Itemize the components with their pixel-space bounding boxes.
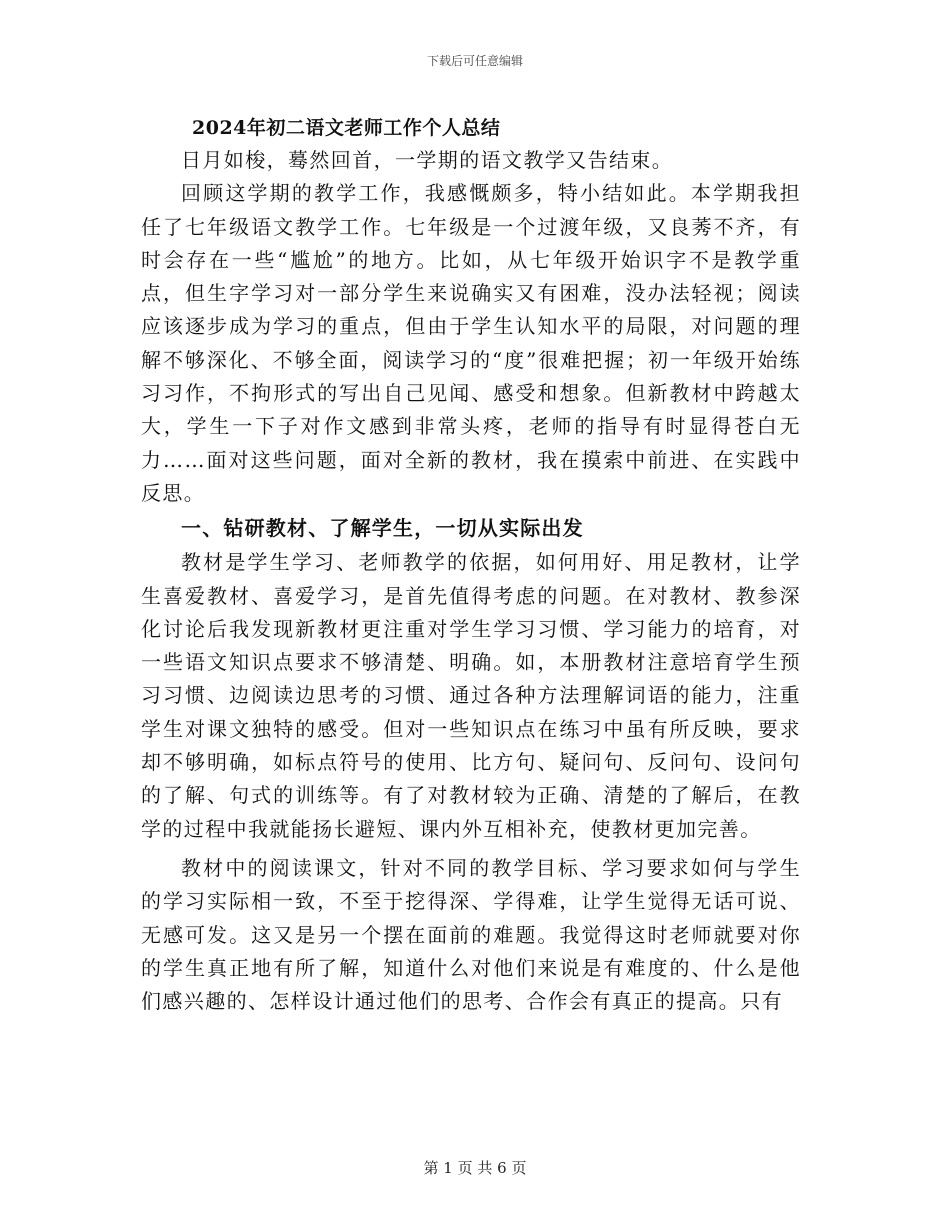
section-1-heading: 一、钻研教材、了解学生，一切从实际出发 <box>181 516 584 541</box>
intro-paragraph-1: 日月如梭，蓦然回首，一学期的语文教学又告结束。 <box>181 148 674 172</box>
section-1-paragraph-2: 教材中的阅读课文，针对不同的教学目标、学习要求如何与学生的学习实际相一致，不至于挖得深、学得难，让学生觉得无话可说、无感可发。这又是另一个摆在面前的难题。我觉得这时老师就要对你的学生真正地有所了解，知道什么对他们来说是有难度的、什么是他们感兴趣的、怎样设计通过他们的思考、合作会有真正的提高。只有 <box>141 855 801 1014</box>
section-1-paragraph-1: 教材是学生学习、老师教学的依据，如何用好、用足教材，让学生喜爱教材、喜爱学习，是首先值得考虑的问题。在对教材、教参深化讨论后我发现新教材更注重对学生学习习惯、学习能力的培育，对一些语文知识点要求不够清楚、明确。如，本册教材注意培育学生预习习惯、边阅读边思考的习惯、通过各种方法理解词语的能力，注重学生对课文独特的感受。但对一些知识点在练习中虽有所反映，要求却不够明确，如标点符号的使用、比方句、疑问句、反问句、设问句的了解、句式的训练等。有了对教材较为正确、清楚的了解后，在教学的过程中我就能扬长避短、课内外互相补充，使教材更加完善。 <box>141 550 801 841</box>
page-header-note: 下载后可任意编辑 <box>426 54 523 68</box>
document-title: 2024年初二语文老师工作个人总结 <box>192 117 501 139</box>
intro-paragraph-2: 回顾这学期的教学工作，我感慨颇多，特小结如此。本学期我担任了七年级语文教学工作。七年级是一个过渡年级，又良莠不齐，有时会存在一些“尴尬”的地方。比如，从七年级开始识字不是教学重点，但生字学习对一部分学生来说确实又有困难，没办法轻视；阅读应该逐步成为学习的重点，但由于学生认知水平的局限，对问题的理解不够深化、不够全面，阅读学习的“度”很难把握；初一年级开始练习习作，不拘形式的写出自己见闻、感受和想象。但新教材中跨越太大，学生一下子对作文感到非常头疼，老师的指导有时显得苍白无力……面对这些问题，面对全新的教材，我在摸索中前进、在实践中反思。 <box>141 181 801 505</box>
page-number: 第 1 页 共 6 页 <box>423 1159 527 1177</box>
document-body <box>141 113 801 1018</box>
